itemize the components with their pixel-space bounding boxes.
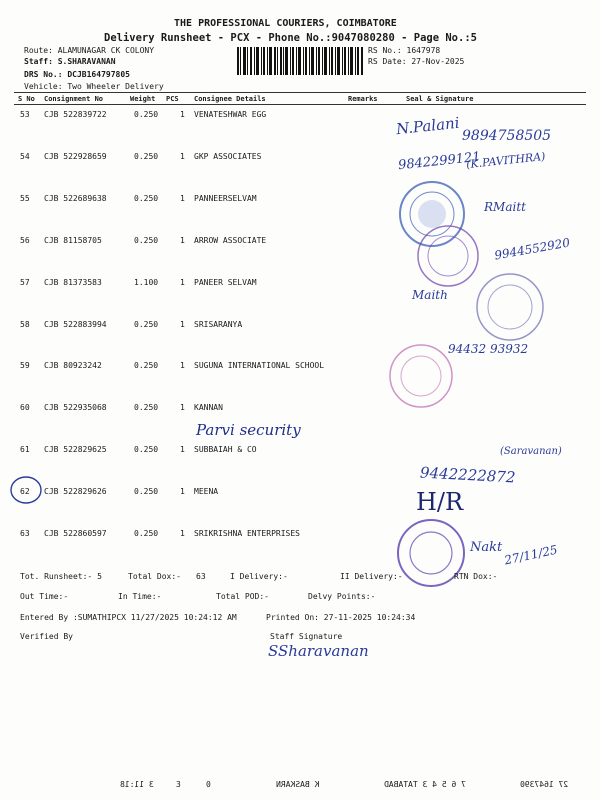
row-sno: 54 <box>20 152 30 161</box>
footer-code: 27 1647390 <box>520 780 569 789</box>
in-time: In Time:- <box>118 592 162 601</box>
row-consignee: GKP ASSOCIATES <box>194 152 262 161</box>
row-weight: 0.250 <box>134 361 159 370</box>
row-consignment: CJB 522829626 <box>44 487 107 496</box>
row-sno: 57 <box>20 278 30 287</box>
row-pcs: 1 <box>180 320 185 329</box>
barcode <box>237 47 363 75</box>
ii-delivery: II Delivery:- <box>340 572 403 581</box>
col-consignee: Consignee Details <box>194 95 266 103</box>
row-weight: 0.250 <box>134 110 159 119</box>
footer-name: K BASKARN <box>276 780 320 789</box>
row-consignee: SRISARANYA <box>194 320 243 329</box>
footer-val-2: 3 <box>176 780 181 789</box>
row-sno: 62 <box>20 487 30 496</box>
tot-runsheet: Tot. Runsheet:- 5 <box>20 572 102 581</box>
vehicle-text: Vehicle: Two Wheeler Delivery <box>24 82 164 91</box>
row-weight: 0.250 <box>134 445 159 454</box>
staff-text: Staff: S.SHARAVANAN <box>24 57 116 66</box>
company-title: THE PROFESSIONAL COURIERS, COIMBATORE <box>174 18 397 29</box>
table-row <box>18 110 588 124</box>
route-text: Route: ALAMUNAGAR CK COLONY <box>24 46 155 55</box>
total-pod: Total POD:- <box>216 592 269 601</box>
total-dox-label: Total Dox:- <box>128 572 181 581</box>
header-rule-top <box>14 92 586 93</box>
row-consignee: MEENA <box>194 487 219 496</box>
row-consignment: CJB 522928659 <box>44 152 107 161</box>
courier-seal-stamp <box>475 272 545 342</box>
handwritten-name: (K.PAVITHRA) <box>465 149 546 172</box>
row-weight: 0.250 <box>134 194 159 203</box>
footer-val-1: 0 <box>206 780 211 789</box>
rs-date: RS Date: 27-Nov-2025 <box>368 57 465 66</box>
footer-time: 3 11:18 <box>120 780 154 789</box>
row-sno: 58 <box>20 320 30 329</box>
row-weight: 0.250 <box>134 320 159 329</box>
row-pcs: 1 <box>180 110 185 119</box>
entered-by: Entered By :SUMATHIPCX 11/27/2025 10:24:12 AM <box>20 613 237 622</box>
row-pcs: 1 <box>180 529 185 538</box>
handwritten-note: Parvi security <box>196 421 301 439</box>
col-weight: Weight <box>130 95 156 103</box>
row-consignment: CJB 80923242 <box>44 361 102 370</box>
row-sno: 53 <box>20 110 30 119</box>
col-seal: Seal & Signature <box>406 95 474 103</box>
row-sno: 59 <box>20 361 30 370</box>
row-consignment: CJB 81373583 <box>44 278 102 287</box>
printed-on: Printed On: 27-11-2025 10:24:34 <box>266 613 416 622</box>
row-weight: 0.250 <box>134 487 159 496</box>
col-pcs: PCS <box>166 95 179 103</box>
row-consignee: PANEER SELVAM <box>194 278 257 287</box>
handwritten-name: (Saravanan) <box>500 446 562 457</box>
rs-number: RS No.: 1647978 <box>368 46 441 55</box>
row-sno: 55 <box>20 194 30 203</box>
drs-number: DRS No.: DCJB164797805 <box>24 70 130 79</box>
school-seal-stamp <box>388 343 454 409</box>
row-consignment: CJB 522860597 <box>44 529 107 538</box>
footer-sequence: 7 6 5 4 3 TATABAD <box>384 780 466 789</box>
handwritten-signature: Maith <box>412 288 448 302</box>
row-consignee: KANNAN <box>194 403 223 412</box>
row-consignment: CJB 522839722 <box>44 110 107 119</box>
row-pcs: 1 <box>180 403 185 412</box>
staff-signature-label: Staff Signature <box>270 632 343 641</box>
table-header <box>18 95 588 109</box>
row-pcs: 1 <box>180 194 185 203</box>
row-pcs: 1 <box>180 278 185 287</box>
row-consignee: PANNEERSELVAM <box>194 194 257 203</box>
header-rule-bottom <box>14 104 586 105</box>
row-consignment: CJB 522829625 <box>44 445 107 454</box>
row-consignment: CJB 522883994 <box>44 320 107 329</box>
handwritten-phone: 9842299121 <box>397 149 482 174</box>
row-consignee: SUBBAIAH & CO <box>194 445 257 454</box>
handwritten-phone: 94432 93932 <box>448 342 529 356</box>
row-sno: 61 <box>20 445 30 454</box>
table-row <box>18 529 588 543</box>
row-consignee: VENATESHWAR EGG <box>194 110 267 119</box>
handwritten-phone: 9944552920 <box>493 235 571 263</box>
row-consignment: CJB 522689638 <box>44 194 107 203</box>
row-pcs: 1 <box>180 361 185 370</box>
handwritten-phone: 9442222872 <box>419 463 516 487</box>
row-consignment: CJB 522935068 <box>44 403 107 412</box>
row-sno: 60 <box>20 403 30 412</box>
row-pcs: 1 <box>180 236 185 245</box>
row-consignee: SUGUNA INTERNATIONAL SCHOOL <box>194 361 325 370</box>
col-consignment: Consignment No <box>44 95 104 103</box>
row-weight: 0.250 <box>134 152 159 161</box>
handwritten-mark: H/R <box>416 488 464 516</box>
runsheet-subtitle: Delivery Runsheet - PCX - Phone No.:9047080280 - Page No.:5 <box>104 32 477 44</box>
col-sno: S No <box>18 95 35 103</box>
rtn-dox: RTN Dox:- <box>454 572 498 581</box>
staff-signature: SSharavanan <box>268 642 369 660</box>
row-sno: 63 <box>20 529 30 538</box>
table-row <box>18 403 588 417</box>
out-time: Out Time:- <box>20 592 69 601</box>
total-dox-value: 63 <box>196 572 206 581</box>
row-62-circle-mark <box>8 474 44 506</box>
row-weight: 0.250 <box>134 529 159 538</box>
delvy-points: Delvy Points:- <box>308 592 376 601</box>
row-weight: 0.250 <box>134 403 159 412</box>
verified-by: Verified By <box>20 632 73 641</box>
row-weight: 1.100 <box>134 278 159 287</box>
handwritten-date: 27/11/25 <box>503 542 559 568</box>
i-delivery: I Delivery:- <box>230 572 288 581</box>
col-remarks: Remarks <box>348 95 378 103</box>
handwritten-signature: RMaitt <box>484 200 526 214</box>
table-row <box>18 487 588 501</box>
row-pcs: 1 <box>180 487 185 496</box>
row-weight: 0.250 <box>134 236 159 245</box>
table-row <box>18 361 588 375</box>
handwritten-phone: 9894758505 <box>462 128 552 144</box>
row-consignment: CJB 81158705 <box>44 236 102 245</box>
row-pcs: 1 <box>180 152 185 161</box>
courier-seal-stamp <box>416 224 480 288</box>
row-pcs: 1 <box>180 445 185 454</box>
handwritten-name: N.Palani <box>395 113 461 139</box>
row-consignee: SRIKRISHNA ENTERPRISES <box>194 529 300 538</box>
row-sno: 56 <box>20 236 30 245</box>
row-consignee: ARROW ASSOCIATE <box>194 236 267 245</box>
handwritten-note: Nakt <box>470 540 503 555</box>
